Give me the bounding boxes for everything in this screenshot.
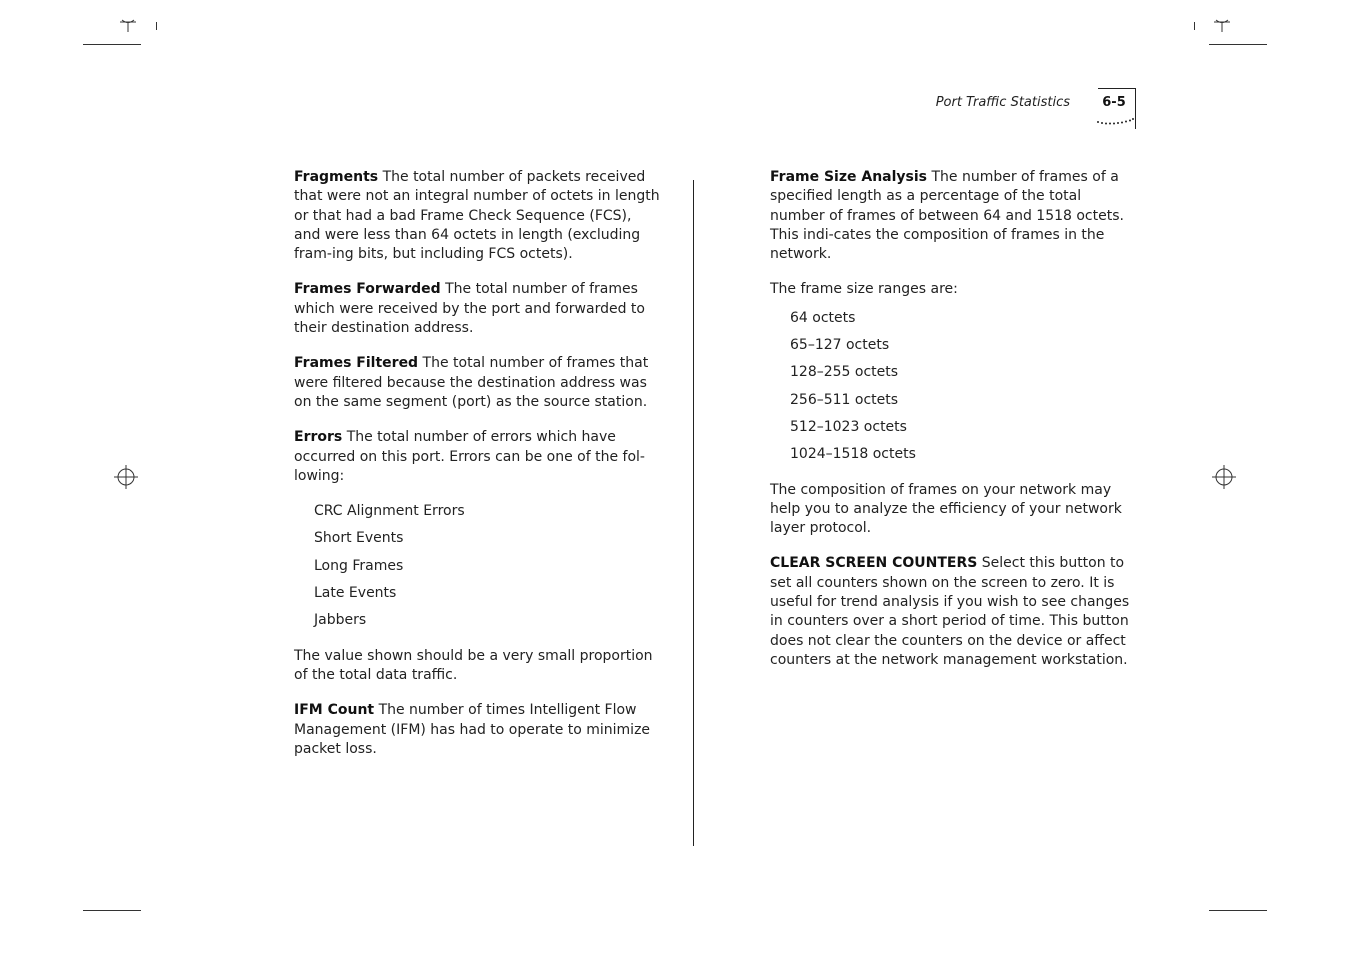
right-column: [770, 168, 1140, 686]
error-types-list: [294, 502, 660, 630]
frame-size-ranges-list: [770, 309, 1140, 465]
list-item: 64 octets: [790, 309, 856, 326]
frames-forwarded-term: Frames Forwarded: [294, 281, 441, 298]
dotted-curve-icon: [1096, 113, 1136, 132]
crop-mark-top-right-tick: [1194, 22, 1195, 30]
errors-text: The total number of errors which have occurred on this port. Errors can be one of the fol-lowing:: [294, 429, 645, 484]
list-item: Long Frames: [314, 557, 404, 574]
list-item: 65–127 octets: [790, 337, 890, 354]
list-item: 256–511 octets: [790, 391, 899, 408]
frames-filtered-definition: [294, 354, 660, 412]
registration-target-left-icon: [114, 465, 138, 489]
frames-filtered-text: The total number of frames that were filtered because the destination address was on the same segment (port) as the source station.: [294, 355, 649, 410]
ifm-count-text: The number of times Intelligent Flow Management (IFM) has had to operate to minimize packet loss.: [294, 702, 651, 757]
errors-term: Errors: [294, 429, 343, 446]
list-item: 512–1023 octets: [790, 418, 907, 435]
left-column: [294, 168, 660, 775]
clear-screen-counters-term: CLEAR SCREEN COUNTERS: [770, 555, 978, 572]
frames-forwarded-definition: [294, 280, 660, 338]
registration-mark-top-right-icon: [1210, 14, 1234, 38]
ifm-count-term: IFM Count: [294, 702, 375, 719]
errors-note: The value shown should be a very small proportion of the total data traffic.: [294, 647, 653, 683]
list-item: CRC Alignment Errors: [314, 503, 465, 520]
registration-target-right-icon: [1212, 465, 1236, 489]
ifm-count-definition: [294, 701, 660, 759]
crop-mark-top-right: [1209, 44, 1267, 45]
running-header-title: Port Traffic Statistics: [935, 95, 1070, 110]
list-item: Short Events: [314, 530, 404, 547]
fragments-term: Fragments: [294, 169, 379, 185]
page-number-box-top: [1098, 88, 1136, 89]
frames-filtered-term: Frames Filtered: [294, 355, 419, 372]
crop-mark-top-left: [83, 44, 141, 45]
clear-screen-counters-definition: [770, 554, 1140, 670]
frame-size-note: The composition of frames on your network may help you to analyze the efficiency of your network layer protocol.: [770, 481, 1122, 537]
frame-size-analysis-term: Frame Size Analysis: [770, 169, 928, 185]
frames-forwarded-text: The total number of frames which were received by the port and forwarded to their destination address.: [294, 281, 645, 337]
crop-mark-bottom-right: [1209, 910, 1267, 911]
errors-definition: [294, 428, 660, 486]
frame-size-analysis-definition: [770, 168, 1140, 264]
fragments-definition: [294, 168, 660, 264]
frame-size-ranges-intro: The frame size ranges are:: [770, 281, 958, 298]
frame-size-analysis-text: The number of frames of a specified length as a percentage of the total number of frames of between 64 and 1518 octets. This indi-cates the composition of frames in the network.: [770, 169, 1124, 263]
list-item: Late Events: [314, 585, 397, 602]
fragments-text: The total number of packets received that were not an integral number of octets in length or that had a bad Frame Check Sequence (FCS), and were less than 64 octets in length (excluding fram-ing bits, but including FCS octets).: [294, 169, 660, 263]
list-item: 128–255 octets: [790, 364, 899, 381]
list-item: Jabbers: [314, 612, 367, 629]
list-item: 1024–1518 octets: [790, 446, 916, 463]
page-number: 6-5: [1102, 95, 1126, 110]
crop-mark-bottom-left: [83, 910, 141, 911]
crop-mark-top-left-tick: [156, 22, 157, 30]
clear-screen-counters-text: Select this button to set all counters shown on the screen to zero. It is useful for trend analysis if you wish to see changes in counters over a short period of time. This button does not clear the counters on the device or affect counters at the network management workstation.: [770, 555, 1130, 668]
column-divider: [693, 180, 694, 846]
registration-mark-top-left-icon: [116, 14, 140, 38]
